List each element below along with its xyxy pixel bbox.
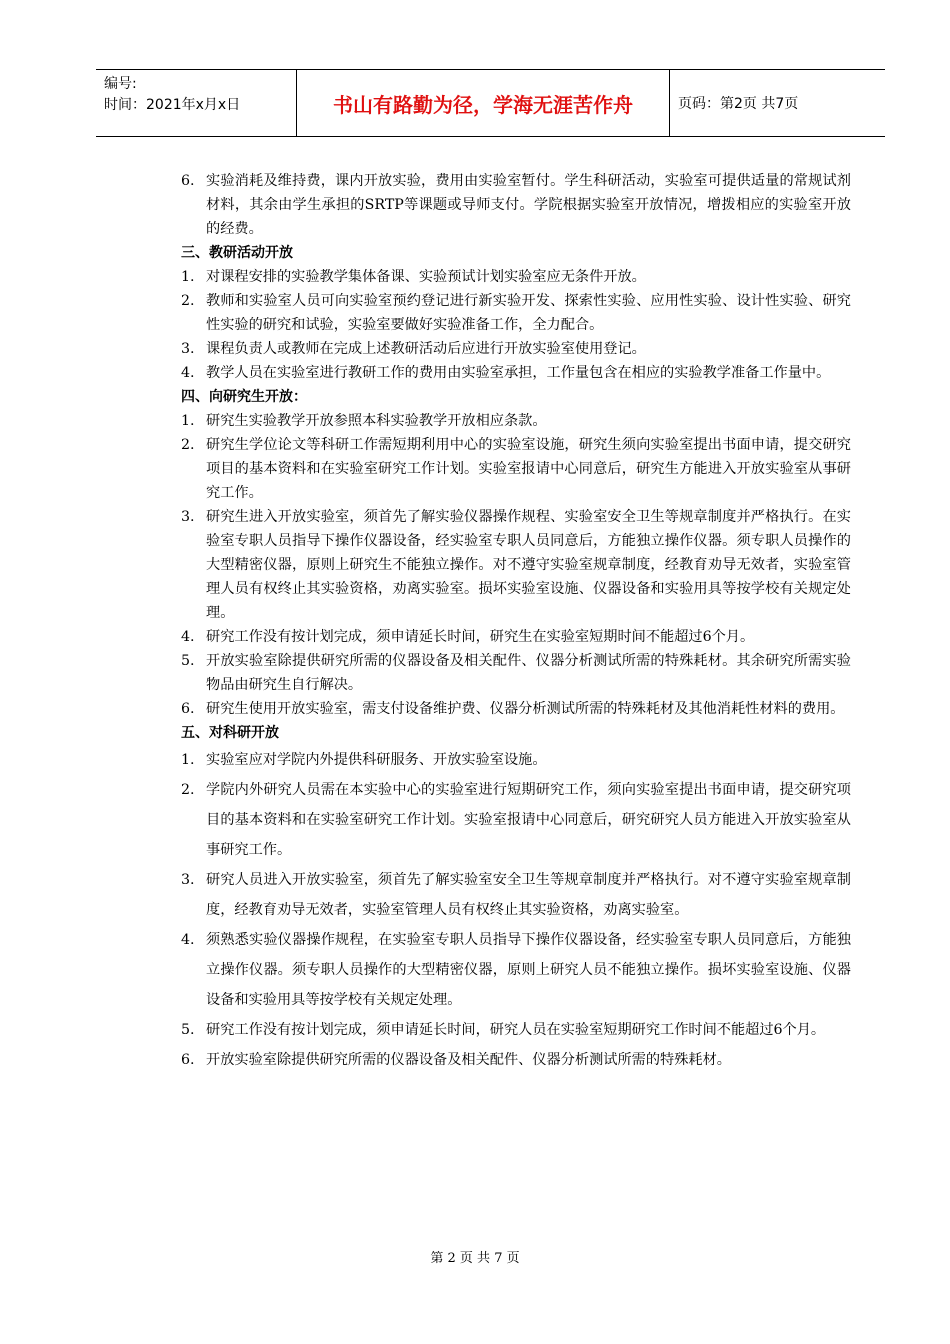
item-text: 研究人员进入开放实验室，须首先了解实验室安全卫生等规章制度并严格执行。对不遵守实验室规章制度，经教育劝导无效者，实验室管理人员有权终止其实验资格，劝离实验室。: [206, 872, 851, 918]
list-item: [181, 775, 851, 865]
section-heading: 五、对科研开放: [181, 725, 279, 741]
section-heading: 四、向研究生开放：: [181, 389, 307, 405]
item-number: 5.: [181, 653, 195, 669]
list-item: [181, 1045, 851, 1075]
item-text: 实验室应对学院内外提供科研服务、开放实验室设施。: [206, 752, 547, 768]
item-number: 4.: [181, 629, 195, 645]
item-text: 研究工作没有按计划完成，须申请延长时间，研究生在实验室短期时间不能超过6个月。: [206, 629, 755, 645]
item-text: 对课程安排的实验教学集体备课、实验预试计划实验室应无条件开放。: [206, 269, 646, 285]
item-text: 研究生进入开放实验室，须首先了解实验仪器操作规程、实验室安全卫生等规章制度并严格执行。在实验室专职人员指导下操作仪器设备，经实验室专职人员同意后，方能独立操作仪器。须专职人员操作的大型精密仪器，原则上研究生不能独立操作。对不遵守实验室规章制度，经教育劝导无效者，实验室管理人员有权终止其实验资格，劝离实验室。损坏实验室设施、仪器设备和实验用具等按学校有关规定处理。: [206, 509, 851, 621]
item-number: 2.: [181, 782, 195, 798]
item-text: 教学人员在实验室进行教研工作的费用由实验室承担，工作量包含在相应的实验教学准备工作量中。: [206, 365, 831, 381]
item-text: 开放实验室除提供研究所需的仪器设备及相关配件、仪器分析测试所需的特殊耗材。: [206, 1052, 731, 1068]
item-text: 课程负责人或教师在完成上述教研活动后应进行开放实验室使用登记。: [206, 341, 646, 357]
item-text: 研究生使用开放实验室，需支付设备维护费、仪器分析测试所需的特殊耗材及其他消耗性材料的费用。: [206, 701, 845, 717]
section5-list: [181, 745, 851, 1075]
header-meta: [96, 70, 297, 136]
item-number: 4.: [181, 365, 195, 381]
header-page-info: 页码：第2页 共7页: [678, 96, 799, 112]
list-item: [181, 361, 851, 385]
header-motto: 书山有路勤为径，学海无涯苦作舟: [297, 70, 670, 136]
list-item: [181, 265, 851, 289]
item-text: 须熟悉实验仪器操作规程，在实验室专职人员指导下操作仪器设备，经实验室专职人员同意后，方能独立操作仪器。须专职人员操作的大型精密仪器，原则上研究人员不能独立操作。损坏实验室设施、仪器设备和实验用具等按学校有关规定处理。: [206, 932, 851, 1008]
serial-label: 编号:: [104, 76, 137, 92]
item-number: 1.: [181, 413, 195, 429]
list-item: [181, 337, 851, 361]
list-item: [181, 409, 851, 433]
list-item: [181, 865, 851, 925]
section-heading: 三、教研活动开放: [181, 245, 293, 261]
list-item: [181, 649, 851, 697]
list-item: [181, 625, 851, 649]
item-number: 4.: [181, 932, 195, 948]
list-item: [181, 433, 851, 505]
item-text: 实验消耗及维持费，课内开放实验，费用由实验室暂付。学生科研活动，实验室可提供适量的常规试剂材料，其余由学生承担的SRTP等课题或导师支付。学院根据实验室开放情况，增拨相应的实验室开放的经费。: [206, 173, 851, 237]
item-number: 3.: [181, 341, 195, 357]
item-number: 2.: [181, 293, 195, 309]
list-item: [181, 697, 851, 721]
list-item: [181, 925, 851, 1015]
item-text: 研究工作没有按计划完成，须申请延长时间，研究人员在实验室短期研究工作时间不能超过6个月。: [206, 1022, 826, 1038]
item-text: 研究生学位论文等科研工作需短期利用中心的实验室设施，研究生须向实验室提出书面申请，提交研究项目的基本资料和在实验室研究工作计划。实验室报请中心同意后，研究生方能进入开放实验室从事研究工作。: [206, 437, 851, 501]
document-body: [181, 169, 851, 1075]
list-item: [181, 169, 851, 241]
page-footer: 第 2 页 共 7 页: [430, 1251, 520, 1266]
item-number: 3.: [181, 872, 195, 888]
section3-list: [181, 265, 851, 385]
page-header: [96, 69, 885, 137]
item-number: 1.: [181, 269, 195, 285]
item-text: 学院内外研究人员需在本实验中心的实验室进行短期研究工作，须向实验室提出书面申请，提交研究项目的基本资料和在实验室研究工作计划。实验室报请中心同意后，研究研究人员方能进入开放实验室从事研究工作。: [206, 782, 851, 858]
item-number: 3.: [181, 509, 195, 525]
item-number: 6.: [181, 701, 195, 717]
list-item: [181, 505, 851, 625]
item-text: 研究生实验教学开放参照本科实验教学开放相应条款。: [206, 413, 547, 429]
item-number: 5.: [181, 1022, 195, 1038]
list-item: [181, 289, 851, 337]
item-number: 2.: [181, 437, 195, 453]
list-item: [181, 1015, 851, 1045]
item-number: 6.: [181, 1052, 195, 1068]
item-number: 1.: [181, 752, 195, 768]
item-number: 6.: [181, 173, 195, 189]
time-label: 时间：2021年x月x日: [104, 97, 241, 113]
section4-list: [181, 409, 851, 721]
item-text: 教师和实验室人员可向实验室预约登记进行新实验开发、探索性实验、应用性实验、设计性实验、研究性实验的研究和试验，实验室要做好实验准备工作，全力配合。: [206, 293, 851, 333]
list-item: [181, 745, 851, 775]
item-text: 开放实验室除提供研究所需的仪器设备及相关配件、仪器分析测试所需的特殊耗材。其余研究所需实验物品由研究生自行解决。: [206, 653, 851, 693]
